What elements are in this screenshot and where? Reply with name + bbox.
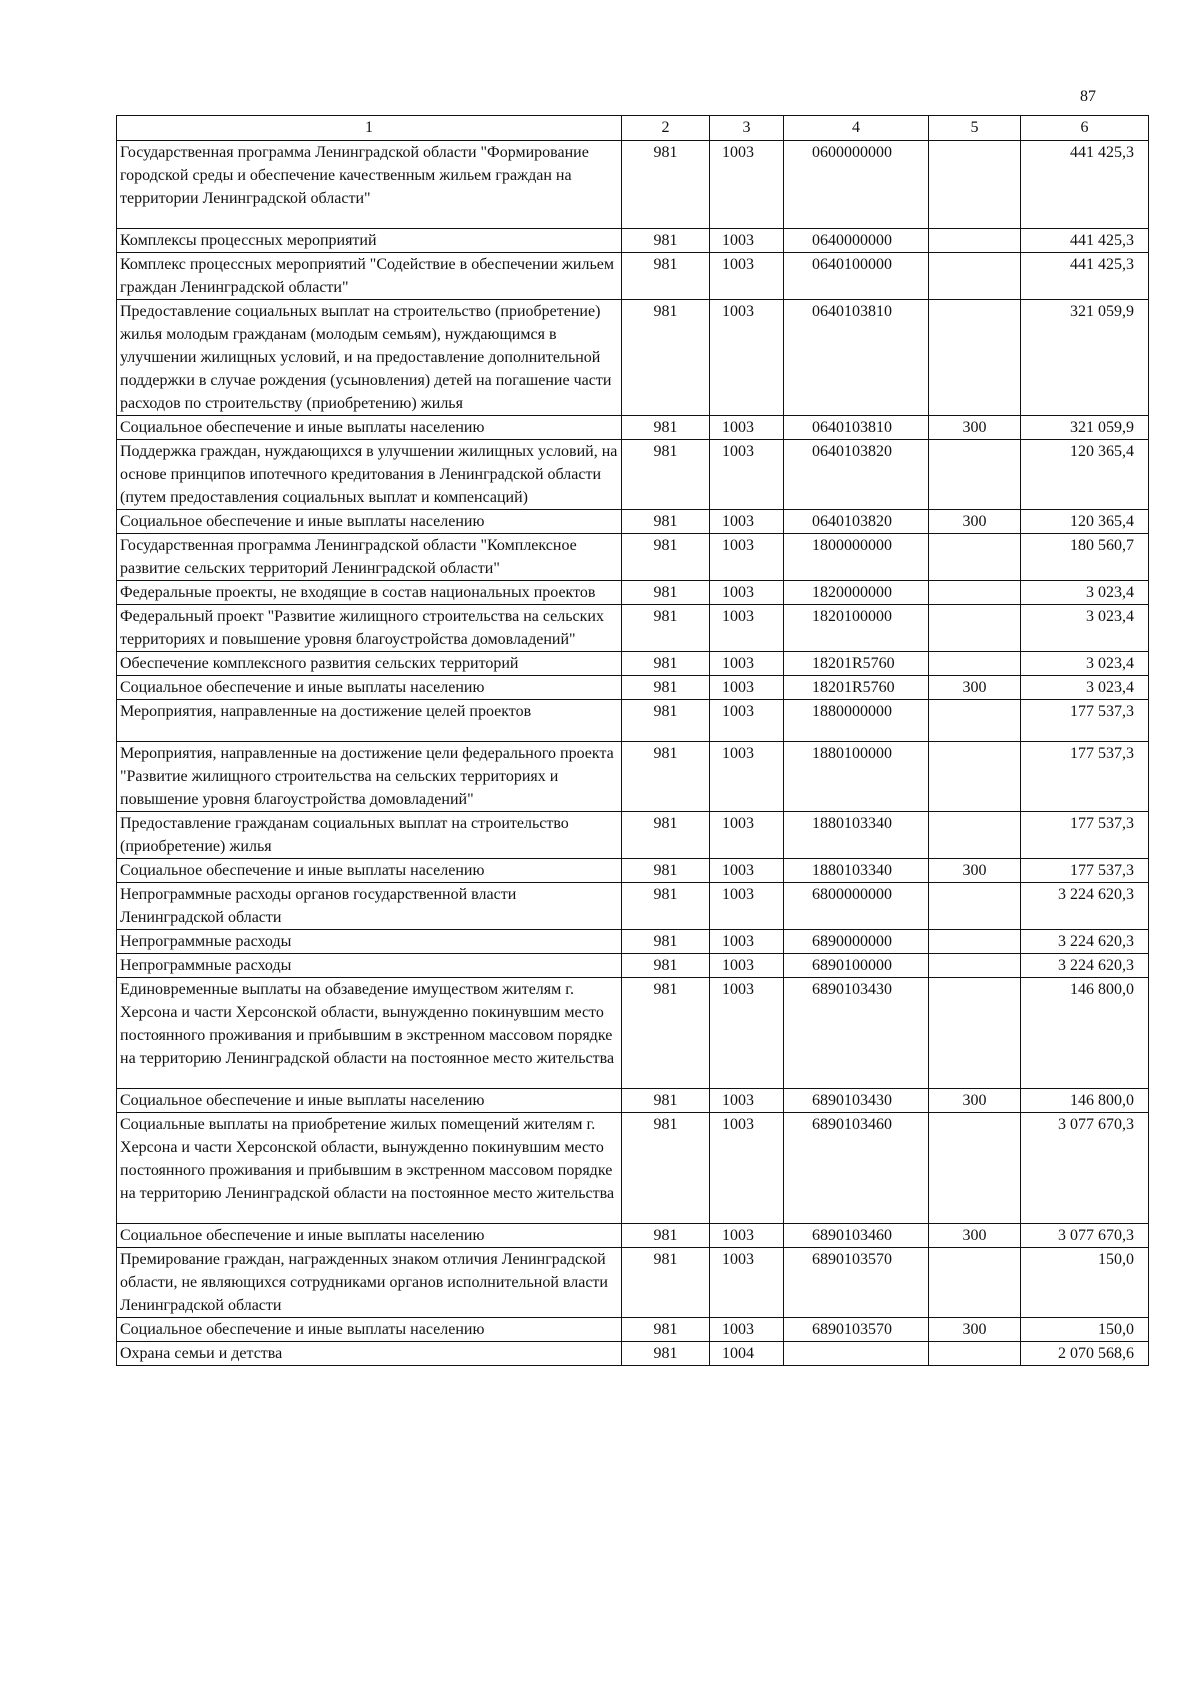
cell-name: Комплекс процессных мероприятий "Содействие в обеспечении жильем граждан Ленинградской области" [117, 253, 622, 300]
cell-target-article: 1880000000 [784, 700, 929, 742]
cell-target-article: 6890103430 [784, 978, 929, 1089]
cell-section: 1003 [710, 812, 784, 859]
cell-section: 1003 [710, 742, 784, 812]
cell-ministry: 981 [622, 141, 710, 229]
cell-amount: 3 077 670,3 [1021, 1113, 1149, 1224]
header-col-1: 1 [117, 116, 622, 141]
cell-ministry: 981 [622, 742, 710, 812]
cell-ministry: 981 [622, 605, 710, 652]
cell-section: 1003 [710, 300, 784, 416]
cell-expense-type [929, 1342, 1021, 1366]
cell-section: 1003 [710, 229, 784, 253]
table-row [117, 1248, 1149, 1318]
cell-expense-type [929, 954, 1021, 978]
table-row [117, 440, 1149, 510]
cell-target-article [784, 1342, 929, 1366]
cell-amount: 3 023,4 [1021, 652, 1149, 676]
table-row [117, 676, 1149, 700]
table-row [117, 141, 1149, 229]
cell-expense-type [929, 742, 1021, 812]
cell-amount: 321 059,9 [1021, 416, 1149, 440]
cell-ministry: 981 [622, 229, 710, 253]
cell-expense-type: 300 [929, 416, 1021, 440]
cell-name: Социальное обеспечение и иные выплаты населению [117, 1224, 622, 1248]
cell-section: 1003 [710, 1224, 784, 1248]
cell-name: Обеспечение комплексного развития сельских территорий [117, 652, 622, 676]
cell-expense-type [929, 253, 1021, 300]
cell-expense-type [929, 1113, 1021, 1224]
cell-target-article: 0640100000 [784, 253, 929, 300]
cell-amount: 177 537,3 [1021, 812, 1149, 859]
cell-target-article: 6890103430 [784, 1089, 929, 1113]
cell-ministry: 981 [622, 652, 710, 676]
cell-ministry: 981 [622, 1342, 710, 1366]
cell-ministry: 981 [622, 253, 710, 300]
cell-section: 1003 [710, 440, 784, 510]
cell-expense-type: 300 [929, 510, 1021, 534]
header-col-2: 2 [622, 116, 710, 141]
page-number: 87 [1080, 88, 1096, 105]
cell-name: Социальное обеспечение и иные выплаты населению [117, 510, 622, 534]
cell-name: Социальное обеспечение и иные выплаты населению [117, 859, 622, 883]
cell-ministry: 981 [622, 700, 710, 742]
table-row [117, 1089, 1149, 1113]
cell-name: Единовременные выплаты на обзаведение имуществом жителям г. Херсона и части Херсонской области, вынужденно покинувшим место постоянного проживания и прибывшим в экстренном массовом порядке на территорию Ленинградской области на постоянное место жительства [117, 978, 622, 1089]
cell-name: Федеральные проекты, не входящие в состав национальных проектов [117, 581, 622, 605]
cell-target-article: 1880100000 [784, 742, 929, 812]
cell-name: Мероприятия, направленные на достижение целей проектов [117, 700, 622, 742]
cell-name: Предоставление гражданам социальных выплат на строительство (приобретение) жилья [117, 812, 622, 859]
cell-ministry: 981 [622, 1318, 710, 1342]
cell-target-article: 1800000000 [784, 534, 929, 581]
table-row [117, 581, 1149, 605]
cell-section: 1003 [710, 676, 784, 700]
table-row [117, 510, 1149, 534]
table-row [117, 1224, 1149, 1248]
cell-target-article: 1880103340 [784, 859, 929, 883]
table-row [117, 605, 1149, 652]
cell-target-article: 0640103820 [784, 440, 929, 510]
cell-name: Непрограммные расходы органов государственной власти Ленинградской области [117, 883, 622, 930]
cell-ministry: 981 [622, 676, 710, 700]
cell-ministry: 981 [622, 510, 710, 534]
cell-target-article: 1820100000 [784, 605, 929, 652]
cell-ministry: 981 [622, 1224, 710, 1248]
cell-name: Предоставление социальных выплат на строительство (приобретение) жилья молодым гражданам (молодым семьям), нуждающимся в улучшении жилищных условий, и на предоставление дополнительной поддержки в случае рождения (усыновления) детей на погашение части расходов по строительству (приобретению) жилья [117, 300, 622, 416]
cell-section: 1003 [710, 581, 784, 605]
cell-target-article: 6890103570 [784, 1318, 929, 1342]
cell-amount: 120 365,4 [1021, 510, 1149, 534]
cell-expense-type [929, 440, 1021, 510]
cell-amount: 3 023,4 [1021, 605, 1149, 652]
cell-ministry: 981 [622, 859, 710, 883]
cell-expense-type [929, 700, 1021, 742]
cell-section: 1003 [710, 700, 784, 742]
cell-expense-type [929, 930, 1021, 954]
cell-section: 1003 [710, 954, 784, 978]
cell-expense-type [929, 978, 1021, 1089]
cell-ministry: 981 [622, 930, 710, 954]
cell-section: 1003 [710, 141, 784, 229]
table-row [117, 700, 1149, 742]
cell-name: Социальное обеспечение и иные выплаты населению [117, 416, 622, 440]
cell-target-article: 18201R5760 [784, 652, 929, 676]
cell-target-article: 0640103810 [784, 416, 929, 440]
header-col-4: 4 [784, 116, 929, 141]
cell-target-article: 1820000000 [784, 581, 929, 605]
table-row [117, 742, 1149, 812]
cell-name: Федеральный проект "Развитие жилищного строительства на сельских территориях и повышение уровня благоустройства домовладений" [117, 605, 622, 652]
cell-section: 1003 [710, 652, 784, 676]
cell-amount: 321 059,9 [1021, 300, 1149, 416]
cell-amount: 150,0 [1021, 1318, 1149, 1342]
table-header-row [117, 116, 1149, 141]
cell-name: Социальные выплаты на приобретение жилых помещений жителям г. Херсона и части Херсонской области, вынужденно покинувшим место постоянного проживания и прибывшим в экстренном массовом порядке на территорию Ленинградской области на постоянное место жительства [117, 1113, 622, 1224]
cell-name: Поддержка граждан, нуждающихся в улучшении жилищных условий, на основе принципов ипотечного кредитования в Ленинградской области (путем предоставления социальных выплат и компенсаций) [117, 440, 622, 510]
table-row [117, 229, 1149, 253]
cell-ministry: 981 [622, 812, 710, 859]
cell-ministry: 981 [622, 978, 710, 1089]
cell-expense-type [929, 229, 1021, 253]
cell-amount: 3 023,4 [1021, 581, 1149, 605]
cell-expense-type [929, 141, 1021, 229]
cell-ministry: 981 [622, 1113, 710, 1224]
cell-amount: 146 800,0 [1021, 978, 1149, 1089]
cell-name: Социальное обеспечение и иные выплаты населению [117, 1089, 622, 1113]
cell-target-article: 6890103570 [784, 1248, 929, 1318]
table-row [117, 416, 1149, 440]
cell-amount: 3 224 620,3 [1021, 954, 1149, 978]
table-row [117, 300, 1149, 416]
header-col-6: 6 [1021, 116, 1149, 141]
table-body [117, 141, 1149, 1366]
cell-expense-type: 300 [929, 1318, 1021, 1342]
cell-expense-type [929, 652, 1021, 676]
cell-section: 1003 [710, 1248, 784, 1318]
table-row [117, 883, 1149, 930]
cell-amount: 177 537,3 [1021, 700, 1149, 742]
cell-target-article: 6890103460 [784, 1113, 929, 1224]
cell-amount: 441 425,3 [1021, 141, 1149, 229]
cell-target-article: 6890103460 [784, 1224, 929, 1248]
cell-amount: 2 070 568,6 [1021, 1342, 1149, 1366]
cell-name: Государственная программа Ленинградской области "Комплексное развитие сельских территорий Ленинградской области" [117, 534, 622, 581]
cell-target-article: 1880103340 [784, 812, 929, 859]
cell-name: Непрограммные расходы [117, 954, 622, 978]
cell-section: 1003 [710, 416, 784, 440]
cell-name: Охрана семьи и детства [117, 1342, 622, 1366]
cell-target-article: 18201R5760 [784, 676, 929, 700]
cell-amount: 3 224 620,3 [1021, 930, 1149, 954]
cell-expense-type [929, 581, 1021, 605]
cell-section: 1003 [710, 978, 784, 1089]
cell-expense-type [929, 605, 1021, 652]
cell-target-article: 6890100000 [784, 954, 929, 978]
cell-ministry: 981 [622, 300, 710, 416]
table-row [117, 812, 1149, 859]
budget-table [116, 115, 1149, 1366]
cell-amount: 177 537,3 [1021, 742, 1149, 812]
cell-target-article: 0640103820 [784, 510, 929, 534]
cell-ministry: 981 [622, 416, 710, 440]
table-row [117, 1113, 1149, 1224]
table-row [117, 978, 1149, 1089]
cell-ministry: 981 [622, 1248, 710, 1318]
cell-section: 1003 [710, 883, 784, 930]
cell-section: 1003 [710, 930, 784, 954]
cell-name: Непрограммные расходы [117, 930, 622, 954]
cell-expense-type: 300 [929, 859, 1021, 883]
table-row [117, 534, 1149, 581]
cell-amount: 3 224 620,3 [1021, 883, 1149, 930]
cell-expense-type [929, 300, 1021, 416]
table-row [117, 1342, 1149, 1366]
cell-section: 1003 [710, 859, 784, 883]
table-row [117, 930, 1149, 954]
cell-expense-type [929, 1248, 1021, 1318]
table-row [117, 1318, 1149, 1342]
cell-ministry: 981 [622, 440, 710, 510]
cell-ministry: 981 [622, 534, 710, 581]
cell-name: Мероприятия, направленные на достижение цели федерального проекта "Развитие жилищного строительства на сельских территориях и повышение уровня благоустройства домовладений" [117, 742, 622, 812]
cell-expense-type [929, 812, 1021, 859]
cell-name: Премирование граждан, награжденных знаком отличия Ленинградской области, не являющихся сотрудниками органов исполнительной власти Ленинградской области [117, 1248, 622, 1318]
cell-name: Социальное обеспечение и иные выплаты населению [117, 1318, 622, 1342]
cell-expense-type [929, 883, 1021, 930]
cell-amount: 3 077 670,3 [1021, 1224, 1149, 1248]
cell-section: 1003 [710, 253, 784, 300]
cell-target-article: 0640103810 [784, 300, 929, 416]
cell-section: 1003 [710, 1113, 784, 1224]
cell-ministry: 981 [622, 954, 710, 978]
cell-amount: 120 365,4 [1021, 440, 1149, 510]
cell-expense-type: 300 [929, 1224, 1021, 1248]
cell-amount: 441 425,3 [1021, 253, 1149, 300]
cell-name: Комплексы процессных мероприятий [117, 229, 622, 253]
cell-expense-type: 300 [929, 1089, 1021, 1113]
cell-target-article: 0640000000 [784, 229, 929, 253]
table-row [117, 954, 1149, 978]
header-col-3: 3 [710, 116, 784, 141]
cell-target-article: 6890000000 [784, 930, 929, 954]
cell-section: 1003 [710, 1318, 784, 1342]
table-row [117, 652, 1149, 676]
cell-target-article: 0600000000 [784, 141, 929, 229]
table-row [117, 859, 1149, 883]
cell-amount: 146 800,0 [1021, 1089, 1149, 1113]
cell-amount: 441 425,3 [1021, 229, 1149, 253]
cell-target-article: 6800000000 [784, 883, 929, 930]
cell-section: 1004 [710, 1342, 784, 1366]
cell-section: 1003 [710, 1089, 784, 1113]
header-col-5: 5 [929, 116, 1021, 141]
cell-name: Социальное обеспечение и иные выплаты населению [117, 676, 622, 700]
cell-amount: 3 023,4 [1021, 676, 1149, 700]
cell-section: 1003 [710, 605, 784, 652]
cell-ministry: 981 [622, 1089, 710, 1113]
cell-amount: 180 560,7 [1021, 534, 1149, 581]
cell-section: 1003 [710, 534, 784, 581]
cell-name: Государственная программа Ленинградской области "Формирование городской среды и обеспечение качественным жильем граждан на территории Ленинградской области" [117, 141, 622, 229]
cell-section: 1003 [710, 510, 784, 534]
cell-ministry: 981 [622, 883, 710, 930]
cell-expense-type: 300 [929, 676, 1021, 700]
cell-expense-type [929, 534, 1021, 581]
cell-amount: 177 537,3 [1021, 859, 1149, 883]
cell-amount: 150,0 [1021, 1248, 1149, 1318]
table-row [117, 253, 1149, 300]
cell-ministry: 981 [622, 581, 710, 605]
